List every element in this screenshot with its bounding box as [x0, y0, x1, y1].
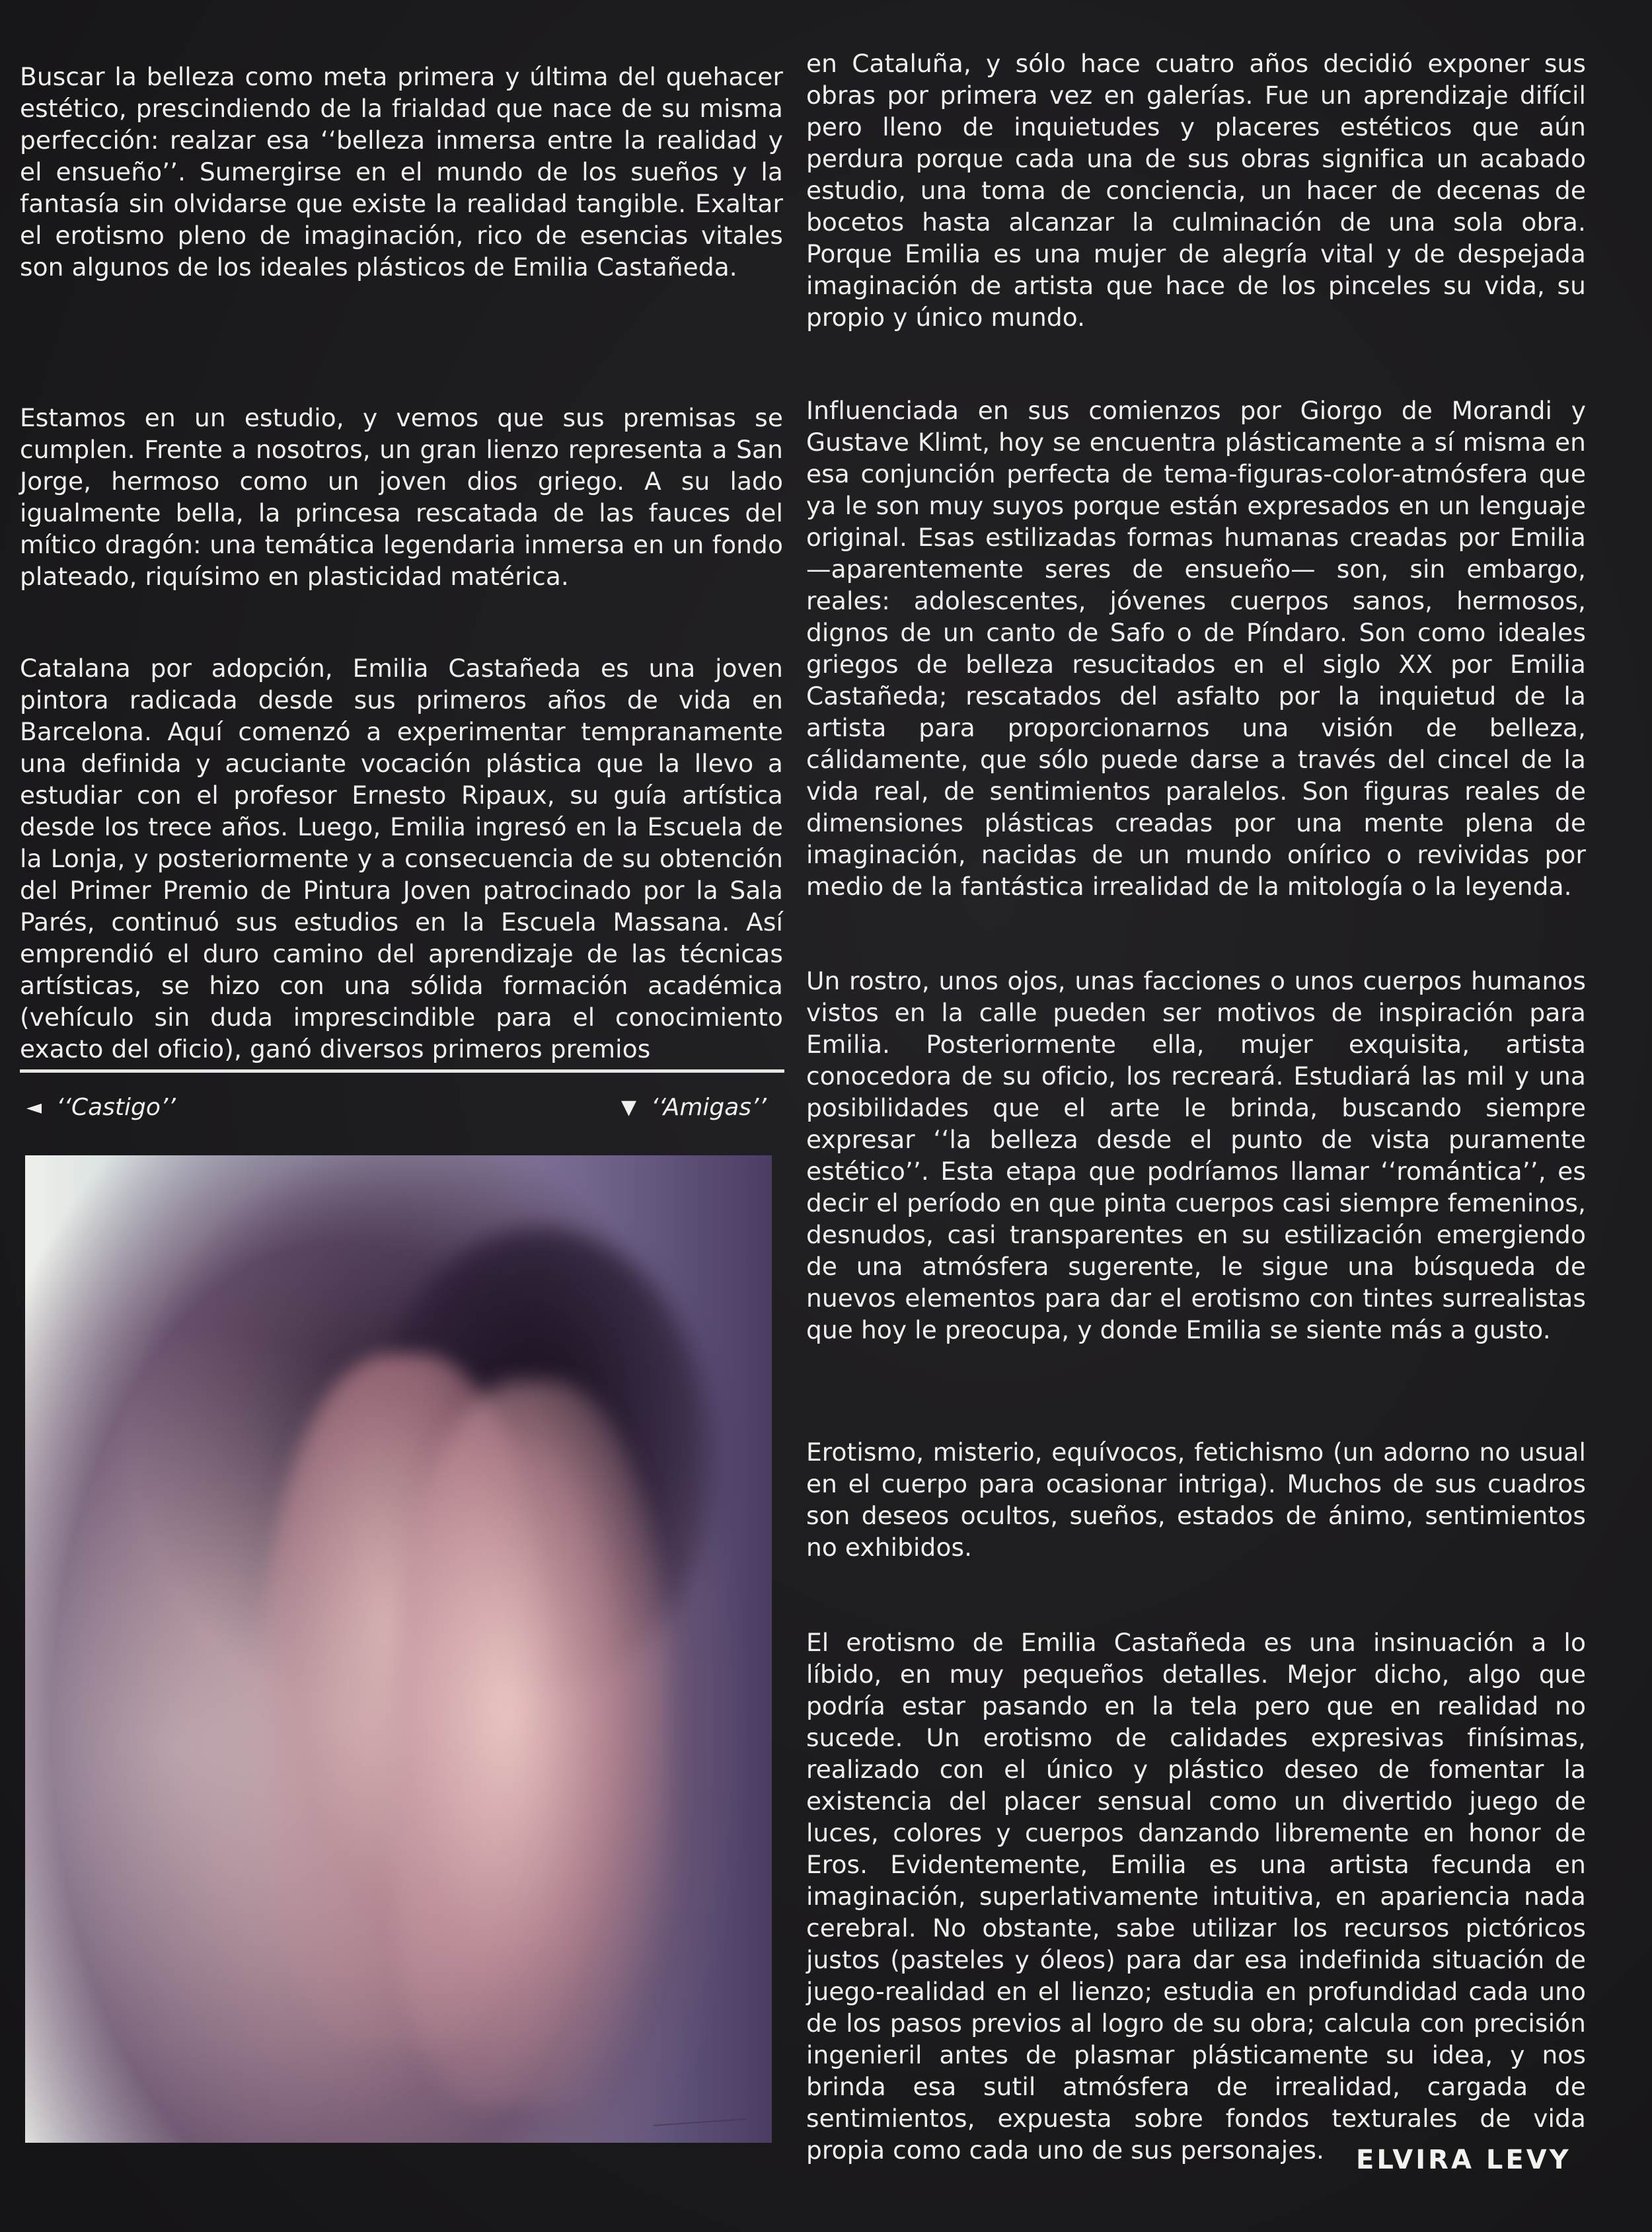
painting-amigas — [25, 1155, 772, 2143]
right-paragraph-closing: El erotismo de Emilia Castañeda es una insinuación a lo líbido, en muy pequeños detalles. Mejor dicho, algo que podría estar pasando en la tela pero que en realidad no sucede. Un erotismo de calidades expresivas finísimas, realizado con el único y plástico deseo de fomentar la existencia del placer sensual como un divertido juego de luces, colores y cuerpos danzando libremente en honor de Eros. Evidentemente, Emilia es una artista fecunda en imaginación, superlativamente intuitiva, en apariencia nada cerebral. No obstante, sabe utilizar los recursos pictóricos justos (pasteles y óleos) para dar esa indefinida situación de juego-realidad en el lienzo; estudia en profundidad cada uno de los pasos previos al logro de su obra; calcula con precisión ingenieril antes de plasmar plásticamente su idea, y nos brinda esa sutil atmósfera de irrealidad, cargada de sentimientos, expuesta sobre fondos texturales de vida propia como cada uno de sus personajes. — [806, 1628, 1586, 2165]
right-paragraph-career: en Cataluña, y sólo hace cuatro años decidió exponer sus obras por primera vez en galerías. Fue un aprendizaje difícil pero lleno de inquietudes y placeres estéticos que aún perdura porque cada una de sus obras significa un acabado estudio, una toma de conciencia, un hacer de decenas de bocetos hasta alcanzar la culminación de una sola obra. Porque Emilia es una mujer de alegría vital y de despejada imaginación de artista que hace de los pinceles su vida, su propio y único mundo. — [806, 49, 1586, 332]
caption-amigas-title: ‘‘Amigas’’ — [651, 1094, 767, 1121]
left-paragraph-studio: Estamos en un estudio, y vemos que sus premisas se cumplen. Frente a nosotros, un gran lienzo representa a San Jorge, hermoso como un joven dios griego. A su lado igualmente bella, la princesa rescatada de las fauces del mítico dragón: una temática legendaria inmersa en un fondo plateado, riquísimo en plasticidad matérica. — [20, 403, 783, 591]
left-paragraph-intro: Buscar la belleza como meta primera y última del quehacer estético, prescindiendo de la frialdad que nace de su misma perfección: realzar esa ‘‘belleza inmersa entre la realidad y el ensueño’’. Sumergirse en el mundo de los sueños y la fantasía sin olvidarse que existe la realidad tangible. Exaltar el erotismo pleno de imaginación, rico de esencias vitales son algunos de los ideales plásticos de Emilia Castañeda. — [20, 62, 783, 282]
right-paragraph-influences: Influenciada en sus comienzos por Giorgo de Morandi y Gustave Klimt, hoy se encuentra plásticamente a sí misma en esa conjunción perfecta de tema-figuras-color-atmósfera que ya le son muy suyos porque están expresados en un lenguaje original. Esas estilizadas formas humanas creadas por Emilia —aparentemente seres de ensueño— son, sin embargo, reales: adolescentes, jóvenes cuerpos sanos, hermosos, dignos de un canto de Safo o de Píndaro. Son como ideales griegos de belleza resucitados en el siglo XX por Emilia Castañeda; rescatados del asfalto por la inquietud de la artista para proporcionarnos una visión de belleza, cálidamente, que sólo puede darse a través del cincel de la vida real, de sentimientos paralelos. Son figuras reales de dimensiones plásticas creadas por una mente plena de imaginación, nacidas de un mundo onírico o revividas por medio de la fantástica irrealidad de la mitología o la leyenda. — [806, 396, 1586, 901]
down-triangle-icon: ▼ — [621, 1096, 637, 1119]
author-byline: ELVIRA LEVY — [1356, 2145, 1571, 2175]
caption-castigo-title: ‘‘Castigo’’ — [56, 1094, 176, 1121]
right-paragraph-inspiration: Un rostro, unos ojos, unas facciones o unos cuerpos humanos vistos en la calle pueden ser motivos de inspiración para Emilia. Posteriormente ella, mujer exquisita, artista conocedora de su oficio, los recreará. Estudiará las mil y una posibilidades que el arte le brinda, buscando siempre expresar ‘‘la belleza desde el punto de vista puramente estético’’. Esta etapa que podríamos llamar ‘‘romántica’’, es decir el período en que pinta cuerpos casi siempre femeninos, desnudos, casi transparentes en su estilización emergiendo de una atmósfera sugerente, le sigue una búsqueda de nuevos elementos para dar el erotismo con tintes surrealistas que hoy le preocupa, y donde Emilia se siente más a gusto. — [806, 966, 1586, 1344]
caption-castigo — [26, 1094, 176, 1121]
caption-amigas — [621, 1094, 767, 1121]
caption-divider — [20, 1069, 784, 1073]
right-paragraph-erotismo: Erotismo, misterio, equívocos, fetichismo (un adorno no usual en el cuerpo para ocasionar intriga). Muchos de sus cuadros son deseos ocultos, sueños, estados de ánimo, sentimientos no exhibidos. — [806, 1438, 1586, 1562]
painting-haze — [25, 1155, 772, 2143]
left-triangle-icon: ◄ — [26, 1096, 42, 1119]
left-paragraph-biography: Catalana por adopción, Emilia Castañeda es una joven pintora radicada desde sus primeros años de vida en Barcelona. Aquí comenzó a experimentar tempranamente una definida y acuciante vocación plástica que la llevo a estudiar con el profesor Ernesto Ripaux, su guía artística desde los trece años. Luego, Emilia ingresó en la Escuela de la Lonja, y posteriormente y a consecuencia de su obtención del Primer Premio de Pintura Joven patrocinado por la Sala Parés, continuó sus estudios en la Escuela Massana. Así emprendió el duro camino del aprendizaje de las técnicas artísticas, se hizo con una sólida formación académica (vehículo sin duda imprescindible para el conocimiento exacto del oficio), ganó diversos primeros premios — [20, 654, 783, 1063]
